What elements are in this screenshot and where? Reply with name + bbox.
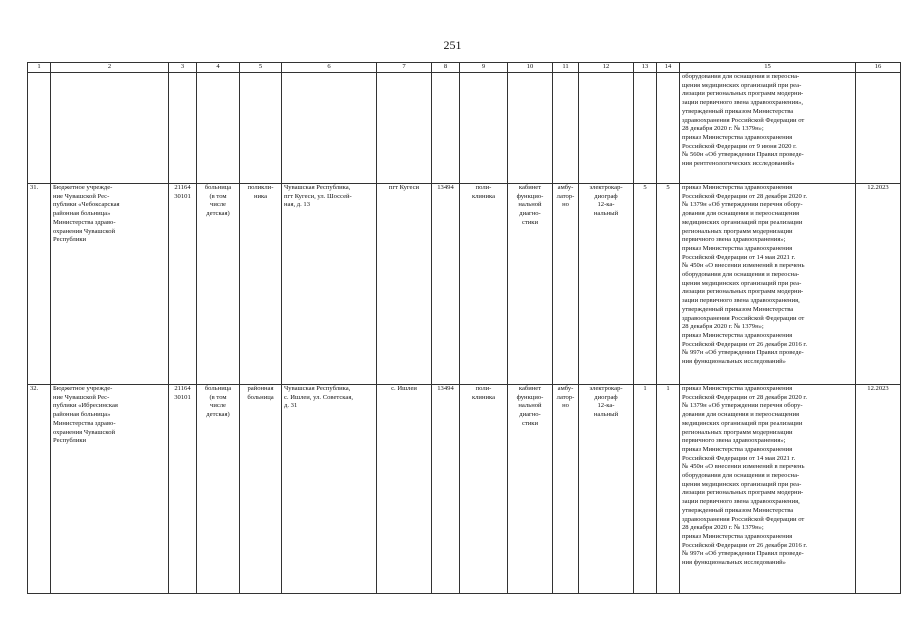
quantity: 5 [634,184,657,385]
column-header: 11 [553,63,579,73]
table-row [28,184,901,385]
address: Чувашская Республика, с. Ишлеи, ул. Советская, д. 31 [282,385,377,594]
settlement: пгт Кугеси [377,184,432,385]
code: 13494 [432,184,460,385]
page-number: 251 [443,38,462,52]
column-header: 2 [51,63,169,73]
deadline: 12.2023 [856,184,901,385]
quantity: 5 [657,184,680,385]
regulation-text: приказ Министерства здравоохранения Российской Федерации от 28 декабря 2020 г. № 1379н «Об утверждении перечня обору- дования для оснащения и переоснащения медицинских организаций при реализации региональных программ модернизации первичного звена здравоохранения»; приказ Министерства здравоохранения Российской Федерации от 14 мая 2021 г. № 450н «О внесении изменений в перечень оборудования для оснащения и переосна- щения медицинских организаций при реа- лизации региональных программ модерни- зации первичного звена здравоохранения, утвержденный приказом Министерства здравоохранения Российской Федерации от 28 декабря 2020 г. № 1379н»; приказ Министерства здравоохранения Российской Федерации от 26 декабря 2016 г. № 997н «Об утверждении Правил проведе- ния функциональных исследований» [680,184,856,385]
equipment: электрокар- диограф 12-ка- нальный [579,385,634,594]
column-header: 4 [197,63,240,73]
regulation-text: оборудования для оснащения и переосна- щения медицинских организаций при реа- лизации региональных программ модерни- зации первичного звена здравоохранения», утвержденный приказом Министерства здравоохранения Российской Федерации от 28 декабря 2020 г. № 1379н»; приказ Министерства здравоохранения Российской Федерации от 9 июня 2020 г. № 560н «Об утверждении Правил проведе- ния рентгенологических исследований» [680,73,856,184]
institution-name: Бюджетное учрежде- ние Чувашской Рес- публики «Чебоксарская районная больница» Министерства здраво- охранения Чувашской Республики [51,184,169,385]
table-row [28,385,901,594]
column-header: 9 [460,63,508,73]
settlement: с. Ишлеи [377,385,432,594]
column-header: 14 [657,63,680,73]
deadline: 12.2023 [856,385,901,594]
column-header: 10 [508,63,553,73]
department: поли- клиника [460,184,508,385]
institution-type: больница (в том числе детская) [197,184,240,385]
quantity: 1 [657,385,680,594]
unit-type: районная больница [240,385,282,594]
column-header: 5 [240,63,282,73]
address: Чувашская Республика, пгт Кугеси, ул. Шоссей- ная, д. 13 [282,184,377,385]
table-row-continuation [28,73,901,184]
institution-name: Бюджетное учрежде- ние Чувашской Рес- публики «Ибресинская районная больница» Министерства здраво- охранения Чувашской Республики [51,385,169,594]
column-header: 12 [579,63,634,73]
care-conditions: амбу- латор- но [553,385,579,594]
row-number: 31. [28,184,51,385]
column-header: 3 [169,63,197,73]
institution-type: больница (в том числе детская) [197,385,240,594]
column-header: 15 [680,63,856,73]
column-header: 13 [634,63,657,73]
room: кабинет функцио- нальной диагно- стики [508,184,553,385]
institution-code: 21164 30101 [169,385,197,594]
department: поли- клиника [460,385,508,594]
room: кабинет функцио- нальной диагно- стики [508,385,553,594]
equipment: электрокар- диограф 12-ка- нальный [579,184,634,385]
code: 13494 [432,385,460,594]
unit-type: поликли- ника [240,184,282,385]
column-header: 16 [856,63,901,73]
quantity: 1 [634,385,657,594]
regulation-text: приказ Министерства здравоохранения Российской Федерации от 28 декабря 2020 г. № 1379н «Об утверждении перечня обору- дования для оснащения и переоснащения медицинских организаций при реализации региональных программ модернизации первичного звена здравоохранения»; приказ Министерства здравоохранения Российской Федерации от 14 мая 2021 г. № 450н «О внесении изменений в перечень оборудования для оснащения и переосна- щения медицинских организаций при реа- лизации региональных программ модерни- зации первичного звена здравоохранения, утвержденный приказом Министерства здравоохранения Российской Федерации от 28 декабря 2020 г. № 1379н»; приказ Министерства здравоохранения Российской Федерации от 26 декабря 2016 г. № 997н «Об утверждении Правил проведе- ния функциональных исследований» [680,385,856,594]
column-header: 8 [432,63,460,73]
column-header: 1 [28,63,51,73]
row-number: 32. [28,385,51,594]
institution-code: 21164 30101 [169,184,197,385]
column-header: 7 [377,63,432,73]
column-number-row [28,63,901,73]
registry-table [27,62,901,594]
care-conditions: амбу- латор- но [553,184,579,385]
column-header: 6 [282,63,377,73]
